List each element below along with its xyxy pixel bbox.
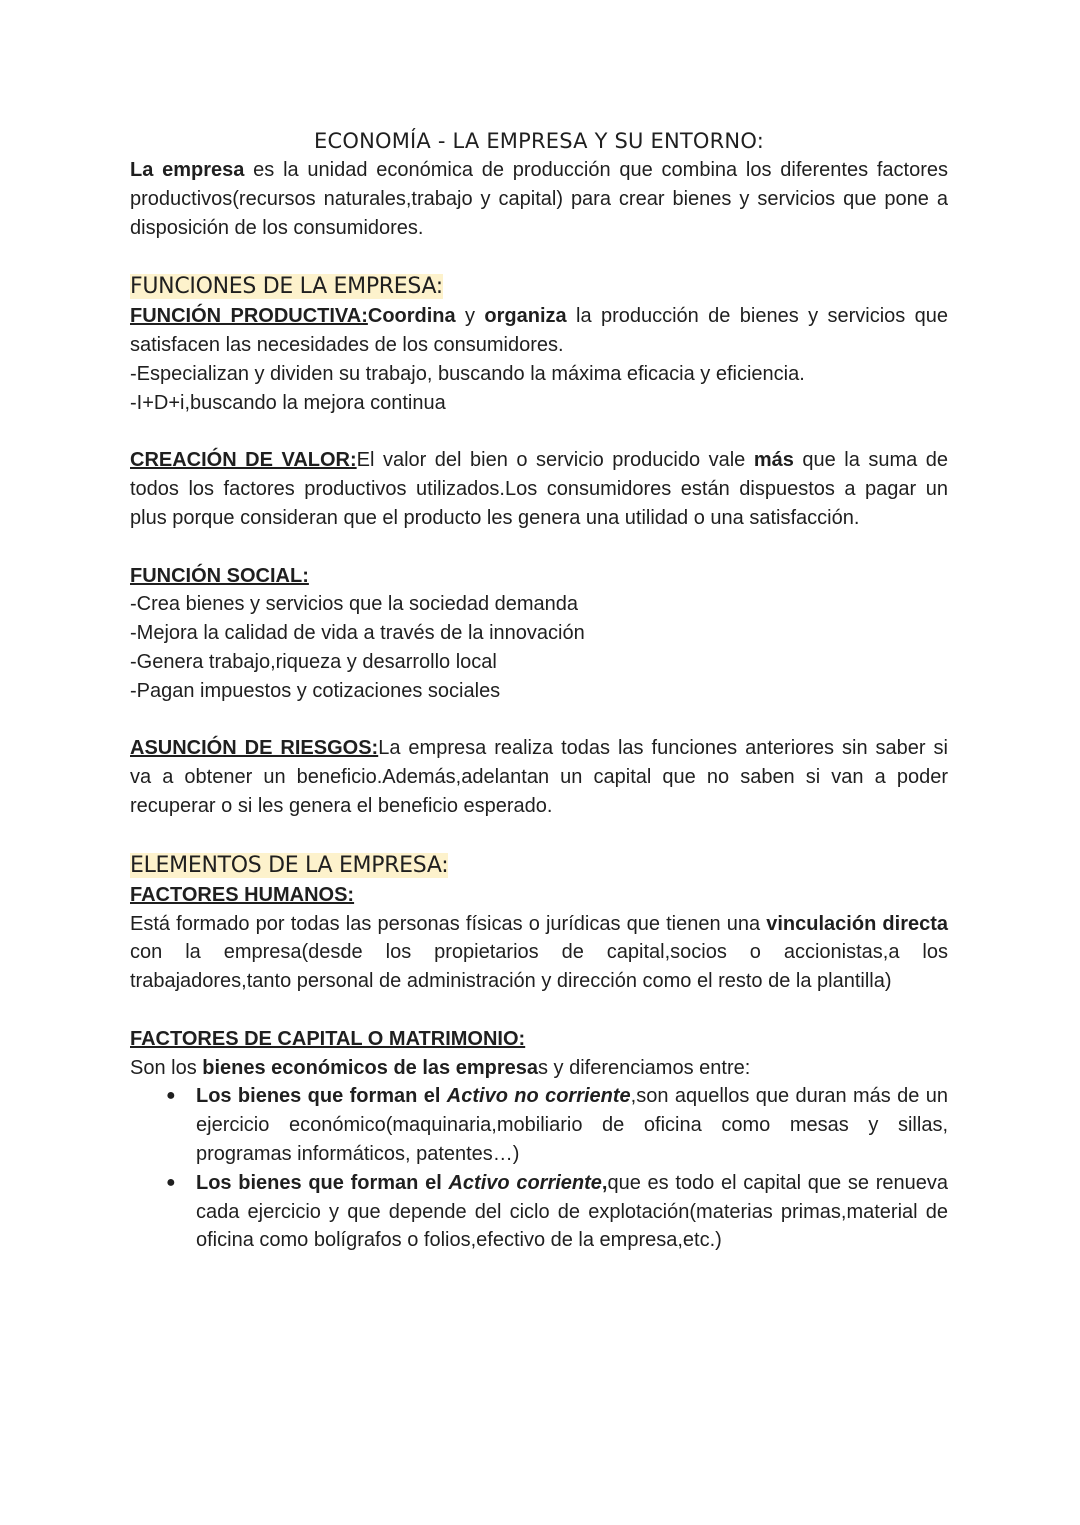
- intro-term: La empresa: [130, 159, 245, 181]
- activo-corriente-term: Activo corriente: [448, 1171, 602, 1194]
- heading-highlight: ELEMENTOS DE LA EMPRESA:: [130, 852, 449, 878]
- factores-humanos-paragraph: [130, 910, 948, 996]
- activos-list: [130, 1082, 948, 1255]
- funcion-productiva-text: la producción de bienes y servicios que satisfacen las necesidades de los consumidores.: [130, 305, 948, 357]
- list-item-bold-punct: ,: [601, 1171, 608, 1194]
- funcion-productiva-line: -Especializan y dividen su trabajo, buscando la máxima eficacia y eficiencia.: [130, 362, 805, 385]
- factores-humanos-text: Está formado por todas las personas físicas o jurídicas que tienen una: [130, 912, 767, 935]
- funcion-productiva-paragraph: [130, 302, 948, 360]
- factores-humanos-text: con la empresa(desde los propietarios de capital,socios o accionistas,a los trabajadores,tanto personal de administración y dirección como el resto de la plantilla): [130, 941, 948, 993]
- bullet-icon: ●: [166, 1087, 176, 1105]
- section-heading-elementos: [130, 851, 948, 881]
- bullet-icon: ●: [166, 1173, 176, 1191]
- funcion-productiva-label: FUNCIÓN PRODUCTIVA:: [130, 305, 368, 328]
- coordina-word: Coordina: [367, 305, 456, 328]
- asuncion-riesgos-text: La empresa realiza todas las funciones anteriores sin saber si va a obtener un beneficio.Además,adelantan un capital que no saben si van a poder recuperar o si les genera el beneficio esperado.: [130, 737, 949, 817]
- intro-text: es la unidad económica de producción que combina los diferentes factores productivos(recursos naturales,trabajo y capital) para crear bienes y servicios que pone a disposición de los consumidores.: [130, 159, 949, 239]
- creacion-valor-paragraph: [130, 446, 948, 532]
- creacion-valor-label: CREACIÓN DE VALOR:: [130, 449, 357, 472]
- vinculacion-directa-bold: vinculación directa: [766, 912, 949, 935]
- organiza-word: organiza: [484, 305, 567, 328]
- creacion-valor-text: El valor del bien o servicio producido vale: [356, 449, 754, 472]
- factores-capital-text: s y diferenciamos entre:: [537, 1056, 751, 1079]
- asuncion-riesgos-label: ASUNCIÓN DE RIESGOS:: [130, 737, 379, 760]
- heading-highlight: FUNCIONES DE LA EMPRESA:: [130, 274, 443, 300]
- funcion-social-item: -Genera trabajo,riqueza y desarrollo local: [130, 650, 497, 673]
- factores-capital-label-line: [130, 1025, 948, 1054]
- funcion-social-item: -Mejora la calidad de vida a través de la innovación: [130, 622, 585, 645]
- intro-paragraph: [130, 156, 948, 242]
- connector-text: y: [455, 305, 485, 328]
- factores-capital-text: Son los: [130, 1056, 203, 1079]
- funcion-social-item: -Crea bienes y servicios que la sociedad demanda: [130, 593, 579, 616]
- asuncion-riesgos-paragraph: [130, 734, 948, 820]
- list-item-text: que es todo el capital que se renueva cada ejercicio y que depende del ciclo de explotación(materias primas,material de oficina como bolígrafos o folios,efectivo de la empresa,etc.): [196, 1171, 948, 1252]
- creacion-valor-text: que la suma de todos los factores productivos utilizados.Los consumidores están dispuestos a pagar un plus porque consideran que el producto les genera una utilidad o una satisfacción.: [130, 449, 948, 529]
- factores-capital-intro: [130, 1054, 948, 1083]
- factores-humanos-label: FACTORES HUMANOS:: [130, 883, 355, 906]
- list-item: [130, 1082, 948, 1168]
- list-item-text: ,son aquellos que duran más de un ejercicio económico(maquinaria,mobiliario de oficina como mesas y sillas, programas informáticos, patentes…): [196, 1085, 948, 1165]
- funcion-productiva-line: -I+D+i,buscando la mejora continua: [130, 391, 446, 414]
- activo-no-corriente-term: Activo no corriente: [446, 1085, 631, 1108]
- list-item-bold: Los bienes que forman el: [196, 1171, 449, 1194]
- mas-word: más: [753, 449, 794, 472]
- factores-capital-label: FACTORES DE CAPITAL O MATRIMONIO:: [130, 1027, 526, 1050]
- funcion-social-label-line: [130, 562, 948, 591]
- funcion-social-label: FUNCIÓN SOCIAL:: [130, 564, 309, 587]
- list-item: [130, 1169, 948, 1255]
- list-item-bold: Los bienes que forman el: [196, 1085, 447, 1108]
- document-title: ECONOMÍA - LA EMPRESA Y SU ENTORNO:: [314, 129, 764, 153]
- section-heading-funciones: [130, 272, 948, 302]
- document-page: [130, 126, 948, 1255]
- bienes-economicos-bold: bienes económicos de las empresa: [202, 1056, 538, 1079]
- funcion-social-item: -Pagan impuestos y cotizaciones sociales: [130, 679, 501, 702]
- factores-humanos-label-line: [130, 881, 948, 910]
